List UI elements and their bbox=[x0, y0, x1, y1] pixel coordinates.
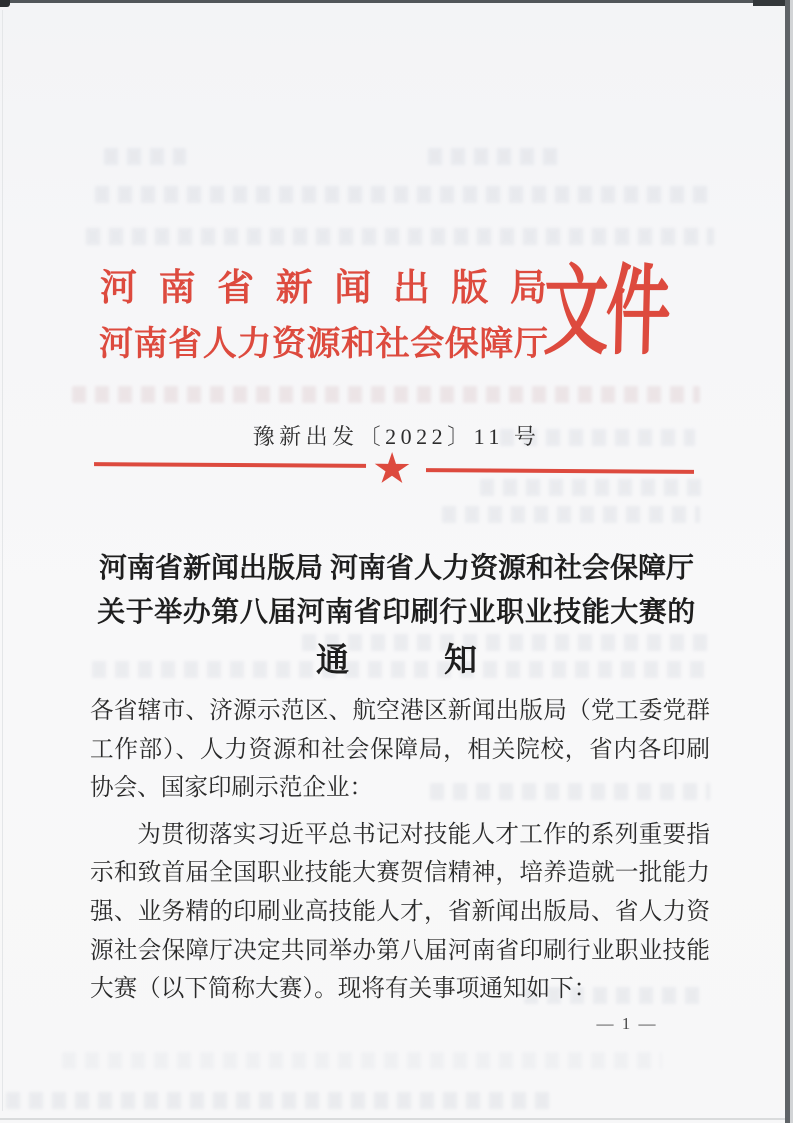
letterhead-doc-type-label: 文件 bbox=[542, 259, 670, 367]
bleedthrough-row bbox=[428, 148, 563, 165]
bleedthrough-row bbox=[104, 148, 186, 165]
star-icon bbox=[374, 452, 410, 486]
scan-top-edge bbox=[0, 0, 793, 3]
letterhead-agency-line1: 河 南 省 新 闻 出 版 局 bbox=[100, 268, 547, 309]
bleedthrough-row bbox=[6, 1092, 554, 1109]
separator-line-right bbox=[426, 468, 694, 474]
page-number: — 1 — bbox=[596, 1014, 658, 1033]
scan-corner-mark-top-left bbox=[0, 0, 10, 7]
separator-line-left bbox=[94, 462, 366, 468]
letterhead-agency-line2: 河 南 省 人 力 资 源 和 社 会 保 障 厅 bbox=[99, 325, 548, 363]
document-number: 豫新出发〔2022〕11 号 bbox=[252, 424, 541, 449]
document-body bbox=[90, 692, 710, 1009]
title-char-tong: 通 bbox=[316, 643, 349, 679]
body-paragraph-intro: 为贯彻落实习近平总书记对技能人才工作的系列重要指示和致首届全国职业技能大赛贺信精神，培养造就一批能力强、业务精的印刷业高技能人才，省新闻出版局、省人力资源社会保障厅决定共同举办第八届河南省印刷行业职业技能大赛（以下简称大赛）。现将有关事项通知如下： bbox=[90, 821, 710, 1003]
bleedthrough-row bbox=[72, 386, 700, 403]
title-char-zhi: 知 bbox=[444, 643, 477, 679]
bleedthrough-row bbox=[442, 506, 700, 523]
document-title-line2: 关于举办第八届河南省印刷行业职业技能大赛的 bbox=[97, 597, 696, 628]
body-paragraph-recipients: 各省辖市、济源示范区、航空港区新闻出版局（党工委党群工作部）、人力资源和社会保障局，相关院校，省内各印刷协会、国家印刷示范企业： bbox=[90, 698, 710, 802]
scan-bottom-edge bbox=[0, 1118, 785, 1120]
red-separator-rule bbox=[0, 450, 793, 491]
bleedthrough-row bbox=[62, 1052, 662, 1069]
bleedthrough-row bbox=[86, 228, 714, 245]
scan-left-edge bbox=[2, 10, 3, 1111]
bleedthrough-row bbox=[95, 186, 710, 203]
document-title-line1: 河南省新闻出版局 河南省人力资源和社会保障厅 bbox=[98, 553, 694, 584]
document-title-line3 bbox=[40, 634, 753, 681]
